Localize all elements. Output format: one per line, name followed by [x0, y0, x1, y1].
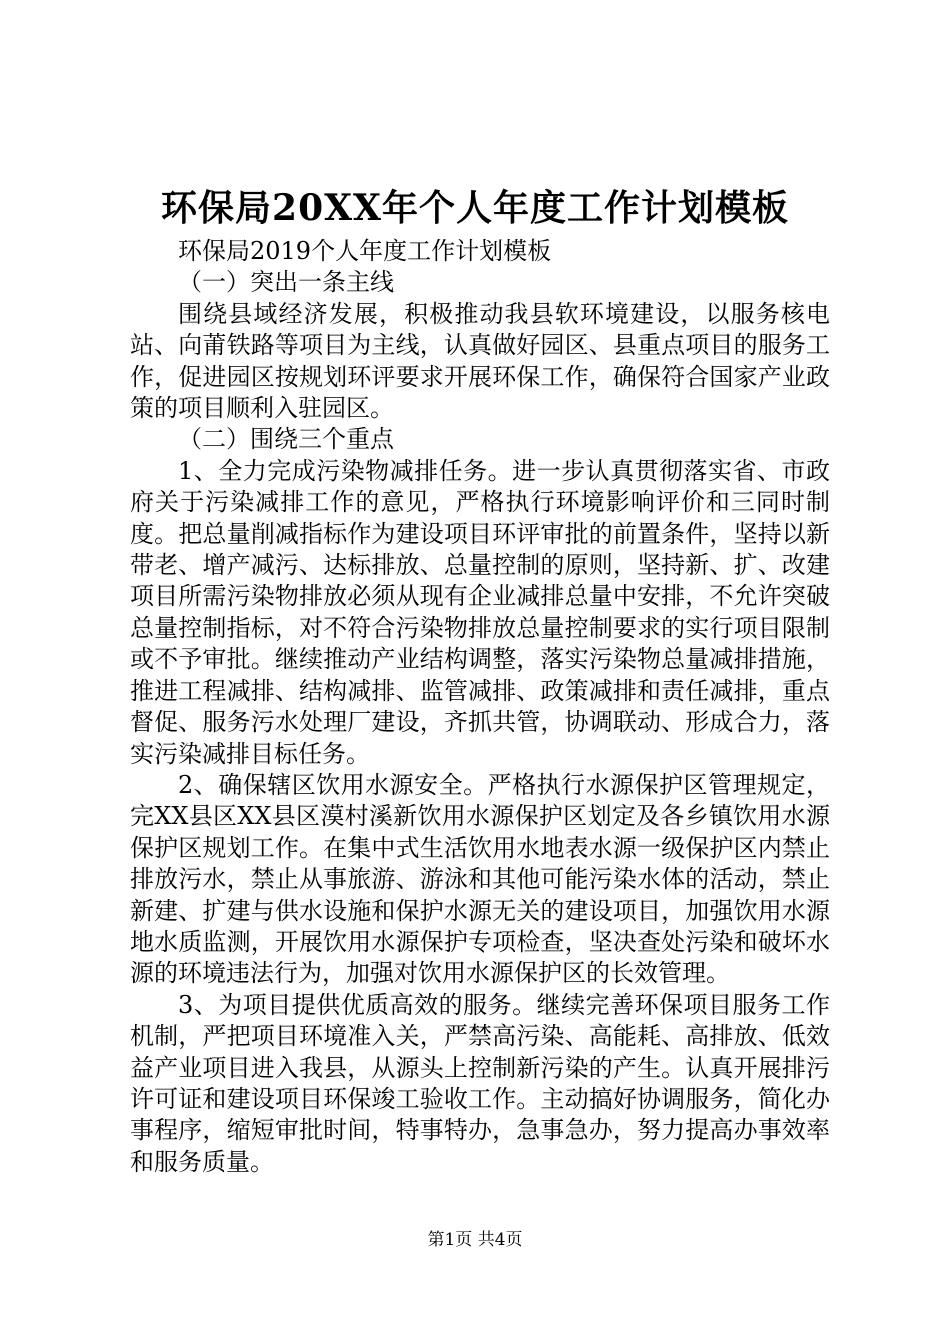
page-number-footer: 第1页 共4页	[427, 1230, 523, 1250]
document-title: 环保局20XX年个人年度工作计划模板	[161, 187, 789, 229]
paragraph-item-1: 1、全力完成污染物减排任务。进一步认真贯彻落实省、市政府关于污染减排工作的意见，严格执行环境影响评价和三同时制度。把总量削减指标作为建设项目环评审批的前置条件，坚持以新带老、增产减污、达标排放、总量控制的原则，坚持新、扩、改建项目所需污染物排放必须从现有企业减排总量中安排，不允许突破总量控制指标，对不符合污染物排放总量控制要求的实行项目限制或不予审批。继续推动产业结构调整，落实污染物总量减排措施，推进工程减排、结构减排、监管减排、政策减排和责任减排，重点督促、服务污水处理厂建设，齐抓共管，协调联动、形成合力，落实污染减排目标任务。	[130, 456, 830, 768]
paragraph-section-heading-1: （一）突出一条主线	[178, 268, 394, 297]
paragraph-subtitle: 环保局2019个人年度工作计划模板	[178, 237, 552, 265]
paragraph-main-line: 围绕县域经济发展，积极推动我县软环境建设，以服务核电站、向莆铁路等项目为主线，认真做好园区、县重点项目的服务工作，促进园区按规划环评要求开展环保工作，确保符合国家产业政策的项目顺利入驻园区。	[130, 299, 830, 423]
document-body	[130, 236, 830, 1178]
paragraph-section-heading-2: （二）围绕三个重点	[178, 425, 394, 454]
paragraph-item-2: 2、确保辖区饮用水源安全。严格执行水源保护区管理规定，完XX县区XX县区漠村溪新饮用水源保护区划定及各乡镇饮用水源保护区规划工作。在集中式生活饮用水地表水源一级保护区内禁止排放污水，禁止从事旅游、游泳和其他可能污染水体的活动，禁止新建、扩建与供水设施和保护水源无关的建设项目，加强饮用水源地水质监测，开展饮用水源保护专项检查，坚决查处污染和破坏水源的环境违法行为，加强对饮用水源保护区的长效管理。	[130, 770, 830, 988]
paragraph-item-3: 3、为项目提供优质高效的服务。继续完善环保项目服务工作机制，严把项目环境准入关，严禁高污染、高能耗、高排放、低效益产业项目进入我县，从源头上控制新污染的产生。认真开展排污许可证和建设项目环保竣工验收工作。主动搞好协调服务，简化办事程序，缩短审批时间，特事特办，急事急办，努力提高办事效率和服务质量。	[130, 990, 830, 1176]
